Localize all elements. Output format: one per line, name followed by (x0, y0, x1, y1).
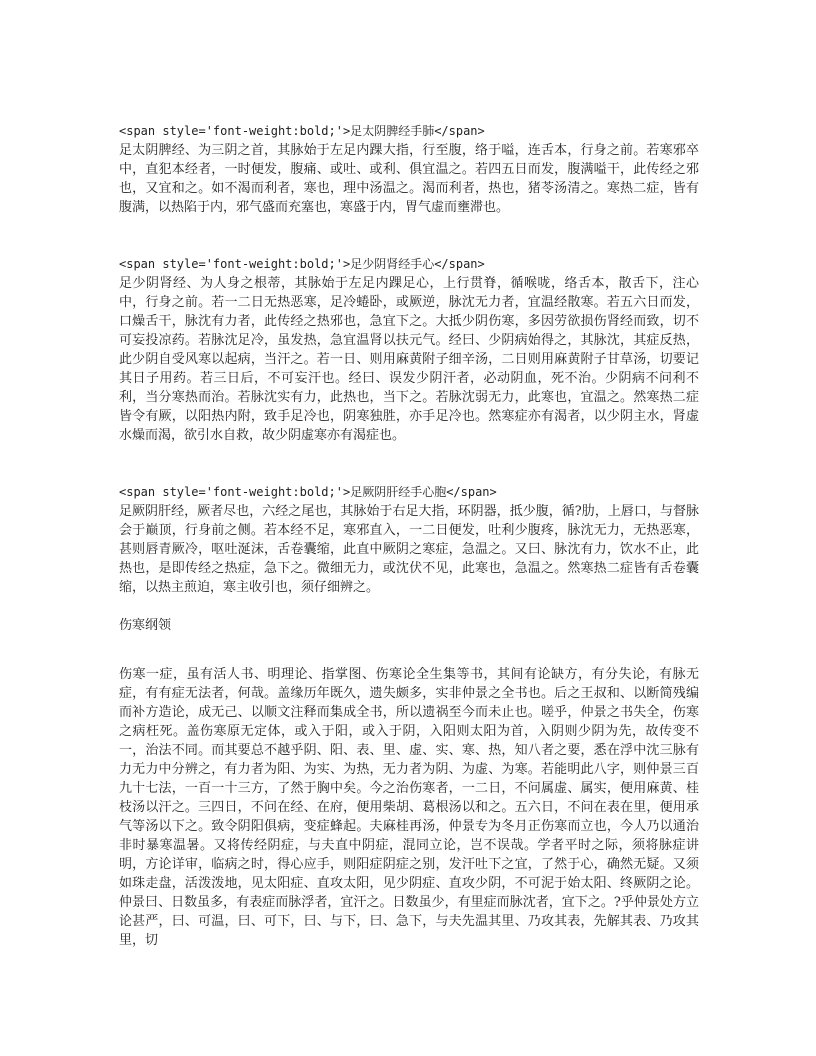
outline-title: 伤寒纲领 (119, 618, 172, 633)
section-jueyin (119, 483, 699, 597)
section-heading: <span style='font-weight:bold;'>足少阴肾经手心</span> (119, 257, 485, 271)
section-body: 足厥阴肝经，厥者尽也，六经之尾也，其脉始于右足大指，环阴器，抵少腹，循?肋，上唇口，与督脉会于巅顶，行身前之侧。若本经不足，寒邪直入，一二日便发，吐利少腹疼，脉沈无力，无热恶寒，甚则唇青厥冷，呕吐涎沫，舌卷囊缩，此直中厥阴之寒症，急温之。又曰、脉沈有力，饮水不止，此热也，是即传经之热症，急下之。微细无力，或沈伏不见，此寒也，急温之。然寒热二症皆有舌卷囊缩，以热主煎迫，寒主收引也，须仔细辨之。 (119, 504, 699, 595)
document-page (119, 122, 699, 950)
outline-body: 伤寒一症，虽有活人书、明理论、指掌图、伤寒论全生集等书，其间有论缺方，有分失论，有脉无症，有有症无法者，何哉。盖缘历年既久，遗失颇多，实非仲景之全书也。后之王叔和、以断简残编而补方造论，成无己、以顺文注释而集成全书，所以遗祸至今而未止也。嗟乎，仲景之书失全，伤寒之病枉死。盖伤寒原无定体，或入于阳，或入于阴，入阳则太阳为首，入阴则少阴为先，故传变不一，治法不同。而其要总不越乎阴、阳、表、里、虚、实、寒、热，知八者之要，悉在浮中沈三脉有力无力中分辨之，有力者为阳、为实、为热，无力者为阴、为虚、为寒。若能明此八字，则仲景三百九十七法，一百一十三方，了然于胸中矣。今之治伤寒者，一二日，不问属虚、属实，便用麻黄、桂枝汤以汗之。三四日，不问在经、在府，便用柴胡、葛根汤以和之。五六日，不问在表在里，便用承气等汤以下之。致令阴阳俱病，变症蜂起。夫麻桂再汤，仲景专为冬月正伤寒而立也，今人乃以通治非时暴寒温暑。又将传经阴症，与夫直中阴症，混同立论，岂不误哉。学者平时之际，须将脉症讲明，方论详审，临病之时，得心应手，则阳症阴症之别，发汗吐下之宜，了然于心，确然无疑。又须如珠走盘，活泼泼地，见太阳症、直攻太阳，见少阴症、直攻少阴，不可泥于始太阳、终厥阴之论。仲景曰、日数虽多，有表症而脉浮者，宜汗之。日数虽少，有里症而脉沈者，宜下之。?乎仲景处方立论甚严，曰、可温，曰、可下，曰、与下，曰、急下，与夫先温其里、乃攻其表，先解其表、乃攻其里，切 (119, 667, 699, 948)
section-heading: <span style='font-weight:bold;'>足厥阴肝经手心胞</span> (119, 485, 497, 499)
section-shaoyin (119, 255, 699, 445)
spacer (119, 597, 699, 616)
section-body: 足少阴肾经、为人身之根蒂，其脉始于左足内踝足心，上行贯脊，循喉咙，络舌本，散舌下，注心中，行身之前。若一二日无热恶寒，足冷蜷卧，或厥逆，脉沈无力者，宜温经散寒。若五六日而发，口燥舌干，脉沈有力者，此传经之热邪也，急宜下之。大抵少阴伤寒，多因劳欲损伤肾经而致，切不可妄投凉药。若脉沈足冷，虽发热，急宜温肾以扶元气。经曰、少阴病始得之，其脉沈，其症反热，此少阴自受风寒以起病，当汗之。若一日、则用麻黄附子细辛汤，二日则用麻黄附子甘草汤，切要记其日子用药。若三日后，不可妄汗也。经曰、误发少阴汗者，必动阴血，死不治。少阴病不问利不利，当分寒热而治。若脉沈实有力，此热也，当下之。若脉沈弱无力，此寒也，宜温之。然寒热二症皆令有厥，以阳热内附，致手足冷也，阴寒独胜，亦手足冷也。然寒症亦有渴者，以少阴主水，肾虚水燥而渴，欲引水自救，故少阴虚寒亦有渴症也。 (119, 276, 699, 443)
section-body: 足太阴脾经、为三阴之首，其脉始于左足内踝大指，行至腹，络于嗌，连舌本，行身之前。若寒邪卒中，直犯本经者，一时便发，腹痛、或吐、或利、俱宜温之。若四五日而发，腹满嗌干，此传经之邪也，又宜和之。如不渴而利者，寒也，理中汤温之。渴而利者，热也，猪苓汤清之。寒热二症，皆有腹满，以热陷于内，邪气盛而充塞也，寒盛于内，胃气虚而壅滞也。 (119, 143, 699, 215)
spacer (119, 635, 699, 665)
spacer (119, 217, 699, 255)
section-taiyin (119, 122, 699, 217)
section-heading: <span style='font-weight:bold;'>足太阴脾经手肺</span> (119, 124, 485, 138)
spacer (119, 445, 699, 483)
